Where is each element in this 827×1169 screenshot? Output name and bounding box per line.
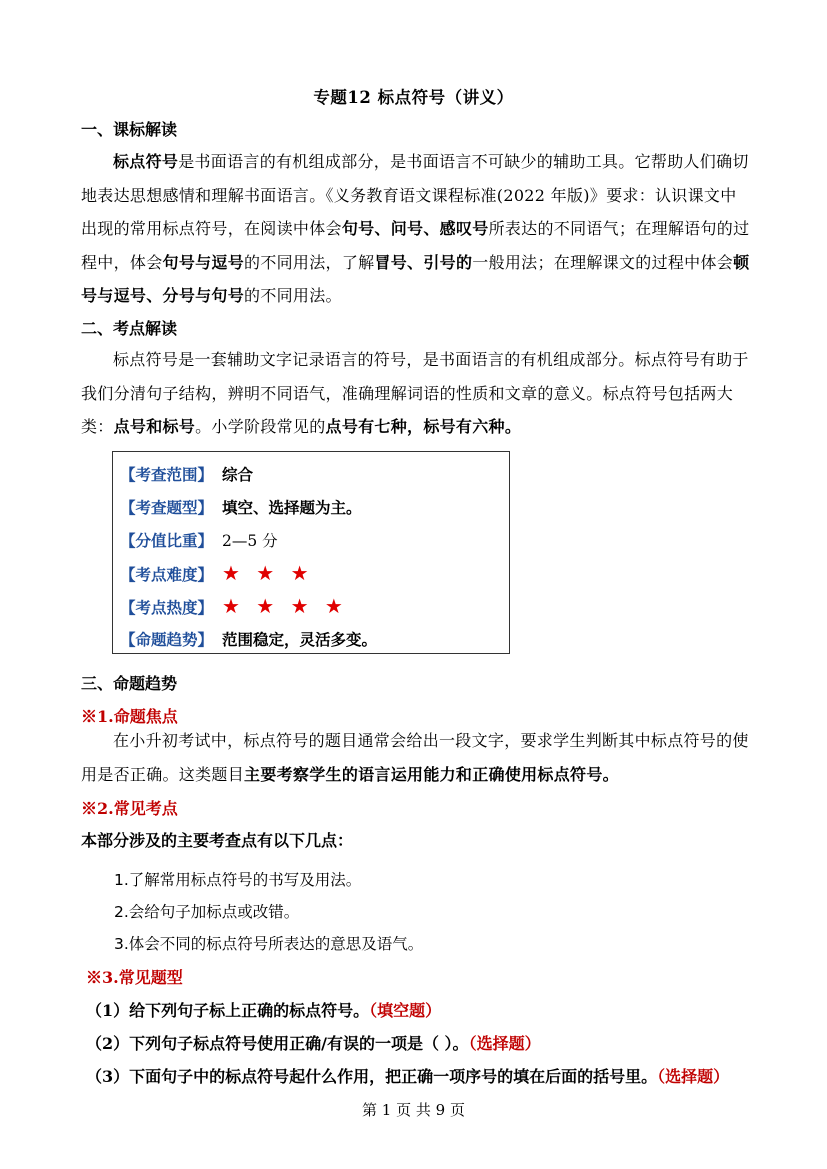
list-item: 3.体会不同的标点符号所表达的意思及语气。	[114, 935, 424, 953]
subheading-question-types: ※3.常见题型	[86, 968, 183, 987]
question-type-2: （2）下列句子标点符号使用正确/有误的一项是（ ）。（选择题）	[86, 1034, 541, 1053]
difficulty-stars-icon: ★ ★ ★	[222, 561, 314, 585]
section-2-paragraph: 标点符号是一套辅助文字记录语言的符号，是书面语言的有机组成部分。标点符号有助于我们分清句子结构，辨明不同语气，准确理解词语的性质和文章的意义。标点符号包括两大类：点号和标号。小学阶段常见的点号有七种，标号有六种。	[81, 350, 749, 436]
list-item: 1.了解常用标点符号的书写及用法。	[114, 871, 362, 889]
section-1-paragraph: 标点符号是书面语言的有机组成部分，是书面语言不可缺少的辅助工具。它帮助人们确切地表达思想感情和理解书面语言。《义务教育语文课程标准(2022 年版)》要求：认识课文中出现的常用标点符号，在阅读中体会句号、问号、感叹号所表达的不同语气；在理解语句的过程中，体会句号与逗号的不同用法，了解冒号、引号的一般用法；在理解课文的过程中体会顿号与逗号、分号与句号的不同用法。	[81, 152, 750, 305]
question-type-3: （3）下面句子中的标点符号起什么作用，把正确一项序号的填在后面的括号里。（选择题）	[86, 1067, 730, 1086]
focus-paragraph: 在小升初考试中，标点符号的题目通常会给出一段文字，要求学生判断其中标点符号的使用是否正确。这类题目主要考察学生的语言运用能力和正确使用标点符号。	[81, 731, 749, 784]
info-row-trend: 【命题趋势】 范围稳定，灵活多变。	[120, 630, 378, 649]
bold-term: 标点符号	[113, 152, 179, 171]
section-heading-2: 二、考点解读	[81, 319, 178, 338]
list-item: 2.会给句子加标点或改错。	[114, 903, 300, 921]
question-type-1: （1）给下列句子标上正确的标点符号。（填空题）	[86, 1001, 442, 1020]
info-row-difficulty: 【考点难度】 ★ ★ ★	[120, 561, 314, 585]
section-heading-3: 三、命题趋势	[81, 674, 178, 693]
info-row-type: 【考查题型】 填空、选择题为主。	[120, 498, 362, 517]
info-row-score: 【分值比重】 2—5 分	[120, 531, 278, 550]
points-intro: 本部分涉及的主要考查点有以下几点：	[81, 831, 354, 850]
info-row-popularity: 【考点热度】 ★ ★ ★ ★	[120, 594, 348, 618]
popularity-stars-icon: ★ ★ ★ ★	[222, 594, 348, 618]
exam-info-box	[112, 451, 510, 654]
info-row-scope: 【考查范围】 综合	[120, 465, 254, 484]
section-heading-1: 一、课标解读	[81, 120, 178, 139]
subheading-focus: ※1.命题焦点	[81, 707, 178, 726]
page-number: 第 1 页 共 9 页	[362, 1101, 465, 1119]
document-title: 专题12 标点符号（讲义）	[313, 88, 514, 107]
subheading-points: ※2.常见考点	[81, 799, 178, 818]
